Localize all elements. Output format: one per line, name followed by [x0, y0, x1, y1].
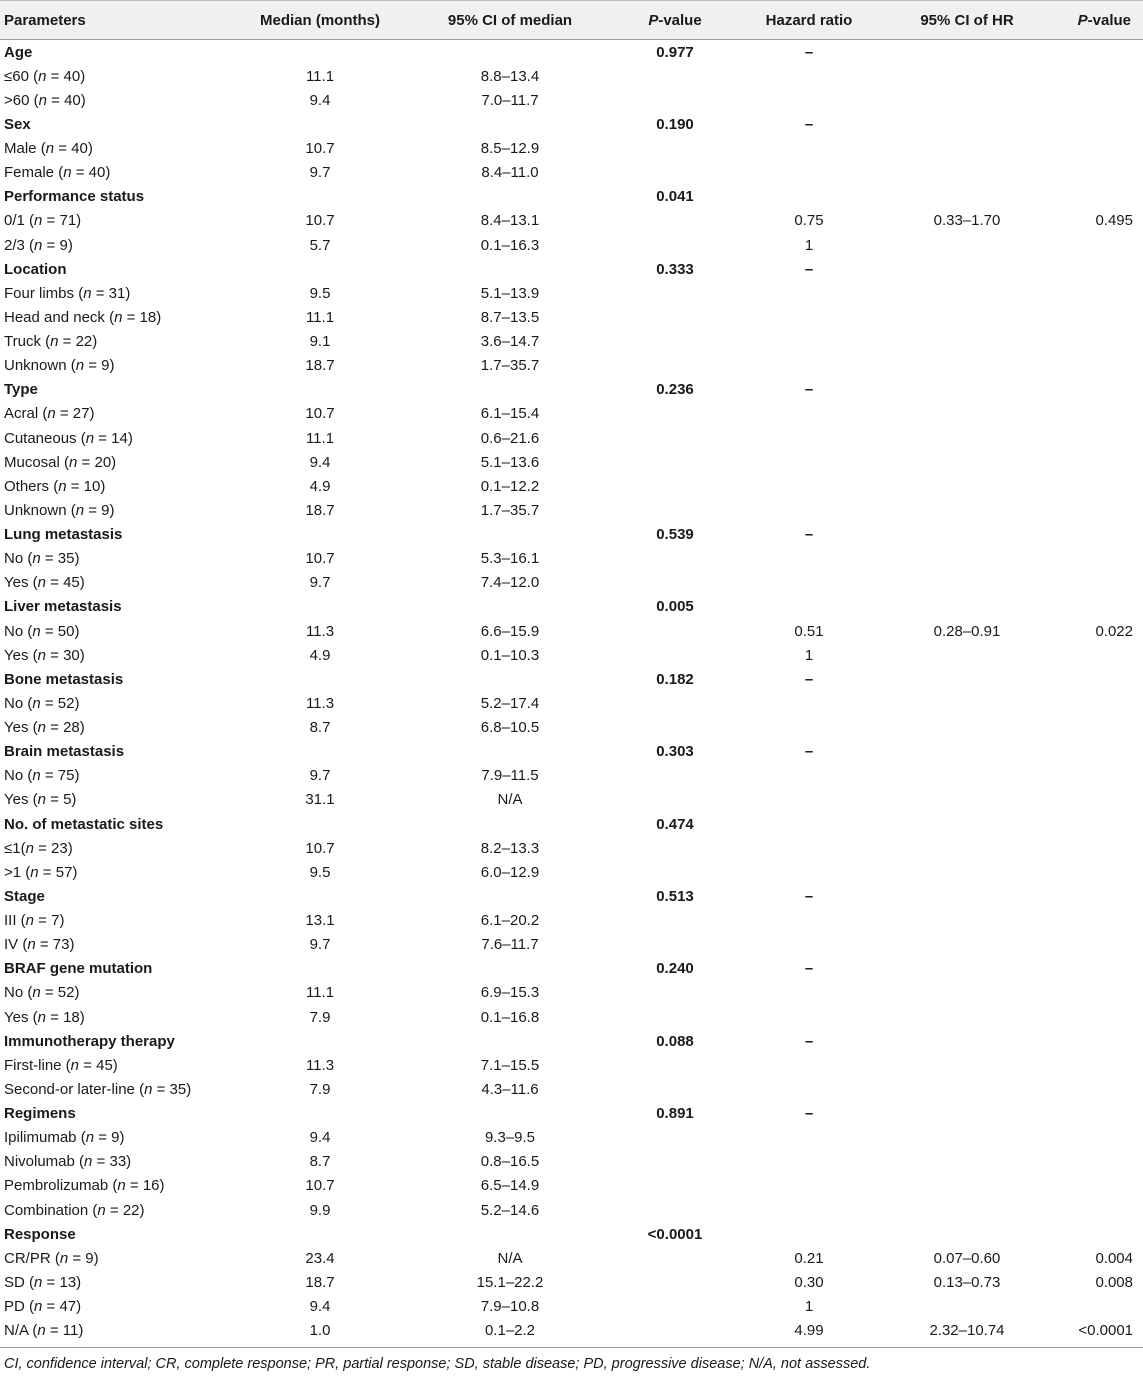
- row-ci-median: 8.4–13.1: [480, 212, 540, 230]
- row-hazard-ratio: –: [804, 381, 814, 399]
- table-row: [0, 1198, 1143, 1222]
- row-median: 9.7: [309, 574, 331, 592]
- row-median: 11.1: [305, 67, 335, 85]
- row-median: 10.7: [305, 1177, 335, 1195]
- row-median: 11.1: [305, 429, 335, 447]
- row-parameter: Head and neck (n = 18): [4, 308, 162, 326]
- row-p-value: 0.088: [656, 1032, 694, 1050]
- row-median: 9.5: [309, 863, 331, 881]
- row-median: 4.9: [309, 477, 331, 495]
- row-median: 10.7: [305, 839, 335, 857]
- table-row: [0, 281, 1143, 305]
- row-parameter: Cutaneous (n = 14): [4, 429, 133, 447]
- table-row: [0, 1005, 1143, 1029]
- row-parameter: Brain metastasis: [4, 743, 125, 761]
- row-p-value: 0.474: [656, 815, 694, 833]
- row-parameter: Second-or later-line (n = 35): [4, 1080, 192, 1098]
- row-median: 10.7: [305, 140, 335, 158]
- row-ci-median: 5.1–13.6: [480, 453, 540, 471]
- table-row: [0, 1126, 1143, 1150]
- row-ci-median: N/A: [497, 791, 523, 809]
- row-ci-median: 0.1–16.3: [480, 236, 540, 254]
- row-parameter: Mucosal (n = 20): [4, 453, 117, 471]
- row-parameter: Pembrolizumab (n = 16): [4, 1177, 165, 1195]
- row-ci-median: 3.6–14.7: [480, 333, 540, 351]
- row-ci-median: 8.2–13.3: [480, 839, 540, 857]
- table-row: [0, 1053, 1143, 1077]
- row-ci-median: 1.7–35.7: [480, 357, 540, 375]
- row-parameter: Combination (n = 22): [4, 1201, 145, 1219]
- row-parameter: Bone metastasis: [4, 670, 124, 688]
- row-parameter: Truck (n = 22): [4, 333, 98, 351]
- row-parameter: Male (n = 40): [4, 140, 93, 158]
- row-median: 11.3: [305, 622, 335, 640]
- row-parameter: Yes (n = 30): [4, 646, 85, 664]
- row-parameter: Female (n = 40): [4, 164, 111, 182]
- table-row: [0, 354, 1143, 378]
- row-hazard-ratio: –: [804, 260, 814, 278]
- table-group-row: [0, 185, 1143, 209]
- table-group-row: [0, 1102, 1143, 1126]
- row-parameter: Immunotherapy therapy: [4, 1032, 175, 1050]
- row-ci-median: 0.1–16.8: [480, 1008, 540, 1026]
- row-ci-median: 6.1–20.2: [480, 912, 540, 930]
- row-parameter: IV (n = 73): [4, 936, 75, 954]
- row-hazard-ratio: –: [804, 1105, 814, 1123]
- row-ci-median: 8.4–11.0: [481, 164, 539, 182]
- table-row: [0, 643, 1143, 667]
- row-median: 11.1: [305, 984, 335, 1002]
- row-ci-median: 6.1–15.4: [480, 405, 540, 423]
- table-row: [0, 691, 1143, 715]
- row-parameter: Yes (n = 45): [4, 574, 85, 592]
- table-group-row: [0, 523, 1143, 547]
- table-group-row: [0, 1029, 1143, 1053]
- table-row: [0, 88, 1143, 112]
- row-median: 1.0: [309, 1322, 331, 1340]
- row-ci-median: N/A: [497, 1249, 523, 1267]
- table-row: [0, 716, 1143, 740]
- row-median: 13.1: [305, 912, 335, 930]
- table-row: [0, 474, 1143, 498]
- row-p-value-hr: 0.495: [1095, 212, 1133, 230]
- row-parameter: ≤60 (n = 40): [4, 67, 86, 85]
- row-median: 9.4: [309, 91, 331, 109]
- row-parameter: Nivolumab (n = 33): [4, 1153, 132, 1171]
- table-row: [0, 547, 1143, 571]
- row-hazard-ratio: 1: [804, 236, 814, 254]
- table-group-row: [0, 884, 1143, 908]
- row-ci-median: 6.5–14.9: [480, 1177, 540, 1195]
- row-hazard-ratio: 1: [804, 646, 814, 664]
- row-parameter: SD (n = 13): [4, 1273, 82, 1291]
- row-parameter: PD (n = 47): [4, 1298, 82, 1316]
- row-hazard-ratio: –: [804, 115, 814, 133]
- row-parameter: Stage: [4, 887, 45, 905]
- row-ci-median: 0.1–10.3: [480, 646, 540, 664]
- row-ci-hr: 0.28–0.91: [933, 622, 1001, 640]
- row-p-value-hr: 0.022: [1095, 622, 1133, 640]
- row-parameter: Unknown (n = 9): [4, 501, 115, 519]
- row-parameter: No (n = 75): [4, 767, 80, 785]
- row-median: 9.7: [309, 936, 331, 954]
- row-ci-median: 6.0–12.9: [480, 863, 540, 881]
- row-median: 8.7: [309, 1153, 331, 1171]
- header-p-value-text: P-value: [648, 11, 702, 29]
- table-header: [0, 0, 1143, 40]
- row-parameter: Unknown (n = 9): [4, 357, 115, 375]
- table-group-row: [0, 957, 1143, 981]
- row-p-value: 0.240: [656, 960, 694, 978]
- row-ci-median: 0.6–21.6: [480, 429, 540, 447]
- table-row: [0, 305, 1143, 329]
- row-hazard-ratio: 0.21: [794, 1249, 824, 1267]
- row-parameter: Regimens: [4, 1105, 76, 1123]
- row-ci-median: 7.9–11.5: [481, 767, 539, 785]
- row-hazard-ratio: –: [804, 743, 814, 761]
- header-p-value-hr-text: P-value: [1077, 11, 1131, 29]
- row-hazard-ratio: –: [804, 670, 814, 688]
- row-p-value: 0.005: [656, 598, 694, 616]
- row-ci-median: 6.8–10.5: [480, 719, 540, 737]
- row-ci-median: 6.6–15.9: [480, 622, 540, 640]
- row-ci-median: 15.1–22.2: [476, 1273, 544, 1291]
- row-parameter: CR/PR (n = 9): [4, 1249, 99, 1267]
- row-p-value-hr: <0.0001: [1078, 1322, 1133, 1340]
- header-median: Median (months): [260, 11, 380, 29]
- row-hazard-ratio: 1: [804, 1298, 814, 1316]
- row-parameter: No (n = 52): [4, 694, 80, 712]
- row-median: 23.4: [305, 1249, 335, 1267]
- table-group-row: [0, 667, 1143, 691]
- row-ci-median: 1.7–35.7: [480, 501, 540, 519]
- header-hazard-ratio: Hazard ratio: [765, 11, 853, 29]
- row-median: 11.1: [305, 308, 335, 326]
- row-parameter: Location: [4, 260, 67, 278]
- row-parameter: No (n = 35): [4, 550, 80, 568]
- row-p-value: 0.977: [656, 43, 694, 61]
- row-parameter: Liver metastasis: [4, 598, 122, 616]
- row-median: 10.7: [305, 405, 335, 423]
- table-row: [0, 764, 1143, 788]
- row-ci-median: 6.9–15.3: [480, 984, 540, 1002]
- row-ci-hr: 0.33–1.70: [933, 212, 1001, 230]
- table-row: [0, 909, 1143, 933]
- row-hazard-ratio: –: [804, 43, 814, 61]
- row-median: 11.3: [305, 694, 335, 712]
- table-group-row: [0, 378, 1143, 402]
- row-parameter: Age: [4, 43, 33, 61]
- row-ci-median: 7.6–11.7: [481, 936, 539, 954]
- row-ci-median: 0.1–2.2: [484, 1322, 536, 1340]
- row-parameter: 0/1 (n = 71): [4, 212, 82, 230]
- row-p-value: 0.236: [656, 381, 694, 399]
- header-ci-median: 95% CI of median: [447, 11, 573, 29]
- header-parameters: Parameters: [4, 11, 86, 29]
- row-hazard-ratio: –: [804, 960, 814, 978]
- row-p-value: 0.513: [656, 887, 694, 905]
- row-median: 4.9: [309, 646, 331, 664]
- row-parameter: Type: [4, 381, 38, 399]
- table-group-row: [0, 812, 1143, 836]
- row-parameter: No (n = 52): [4, 984, 80, 1002]
- table-group-row: [0, 740, 1143, 764]
- row-parameter: III (n = 7): [4, 912, 65, 930]
- row-ci-median: 5.2–17.4: [480, 694, 540, 712]
- row-median: 9.4: [309, 1298, 331, 1316]
- row-median: 11.3: [305, 1056, 335, 1074]
- row-parameter: Lung metastasis: [4, 526, 123, 544]
- row-median: 18.7: [305, 501, 335, 519]
- row-hazard-ratio: –: [804, 1032, 814, 1050]
- table-row: [0, 1319, 1143, 1343]
- row-median: 7.9: [309, 1080, 331, 1098]
- row-hazard-ratio: 4.99: [794, 1322, 824, 1340]
- row-p-value: <0.0001: [647, 1225, 703, 1243]
- row-ci-median: 8.5–12.9: [480, 140, 540, 158]
- row-ci-median: 5.1–13.9: [480, 284, 540, 302]
- row-ci-median: 5.3–16.1: [480, 550, 540, 568]
- row-p-value: 0.182: [656, 670, 694, 688]
- row-median: 9.9: [309, 1201, 331, 1219]
- row-parameter: BRAF gene mutation: [4, 960, 153, 978]
- row-hazard-ratio: –: [804, 887, 814, 905]
- row-ci-hr: 0.07–0.60: [933, 1249, 1001, 1267]
- row-p-value: 0.891: [656, 1105, 694, 1123]
- table-footnote: CI, confidence interval; CR, complete response; PR, partial response; SD, stable disease; PD, progressive disease; N/A, not assessed.: [4, 1355, 871, 1372]
- table-group-row: [0, 595, 1143, 619]
- row-hazard-ratio: 0.30: [794, 1273, 824, 1291]
- row-p-value: 0.539: [656, 526, 694, 544]
- table-row: [0, 1246, 1143, 1270]
- table-group-row: [0, 257, 1143, 281]
- table-row: [0, 1270, 1143, 1294]
- row-p-value-hr: 0.008: [1095, 1273, 1133, 1291]
- row-parameter: Yes (n = 18): [4, 1008, 85, 1026]
- table-group-row: [0, 1222, 1143, 1246]
- row-parameter: N/A (n = 11): [4, 1322, 84, 1340]
- table-row: [0, 498, 1143, 522]
- row-parameter: Sex: [4, 115, 31, 133]
- row-parameter: Performance status: [4, 188, 145, 206]
- row-median: 9.7: [309, 164, 331, 182]
- row-parameter: Yes (n = 28): [4, 719, 85, 737]
- row-p-value: 0.041: [656, 188, 694, 206]
- row-ci-median: 7.4–12.0: [480, 574, 540, 592]
- row-p-value: 0.303: [656, 743, 694, 761]
- table-row: [0, 64, 1143, 88]
- row-parameter: Acral (n = 27): [4, 405, 95, 423]
- table-row: [0, 209, 1143, 233]
- row-hazard-ratio: –: [804, 526, 814, 544]
- row-ci-median: 9.3–9.5: [484, 1129, 536, 1147]
- row-parameter: ≤1(n = 23): [4, 839, 73, 857]
- header-ci-hr: 95% CI of HR: [920, 11, 1014, 29]
- row-parameter: Response: [4, 1225, 76, 1243]
- table-row: [0, 860, 1143, 884]
- table-group-row: [0, 112, 1143, 136]
- table-row: [0, 981, 1143, 1005]
- table-row: [0, 933, 1143, 957]
- table-row: [0, 571, 1143, 595]
- row-parameter: Others (n = 10): [4, 477, 106, 495]
- table-row: [0, 450, 1143, 474]
- row-ci-median: 8.7–13.5: [480, 308, 540, 326]
- row-ci-median: 0.8–16.5: [480, 1153, 540, 1171]
- table-row: [0, 426, 1143, 450]
- table-row: [0, 330, 1143, 354]
- row-parameter: No (n = 50): [4, 622, 80, 640]
- row-parameter: 2/3 (n = 9): [4, 236, 73, 254]
- row-ci-median: 7.1–15.5: [480, 1056, 540, 1074]
- table-row: [0, 1174, 1143, 1198]
- row-median: 31.1: [305, 791, 335, 809]
- row-median: 9.4: [309, 1129, 331, 1147]
- row-p-value-hr: 0.004: [1095, 1249, 1133, 1267]
- header-p-value-hr: [1046, 12, 1143, 29]
- row-median: 5.7: [309, 236, 331, 254]
- row-p-value: 0.190: [656, 115, 694, 133]
- row-median: 9.7: [309, 767, 331, 785]
- table-row: [0, 836, 1143, 860]
- table-body: [0, 40, 1143, 1343]
- table-group-row: [0, 40, 1143, 64]
- row-ci-median: 8.8–13.4: [480, 67, 540, 85]
- row-ci-hr: 2.32–10.74: [929, 1322, 1005, 1340]
- row-parameter: Ipilimumab (n = 9): [4, 1129, 125, 1147]
- table-row: [0, 788, 1143, 812]
- table-row: [0, 1077, 1143, 1101]
- row-median: 9.4: [309, 453, 331, 471]
- row-ci-median: 5.2–14.6: [480, 1201, 540, 1219]
- row-parameter: Yes (n = 5): [4, 791, 77, 809]
- header-p-value: [620, 12, 730, 29]
- table-row: [0, 619, 1143, 643]
- row-median: 10.7: [305, 550, 335, 568]
- row-ci-hr: 0.13–0.73: [933, 1273, 1001, 1291]
- row-parameter: Four limbs (n = 31): [4, 284, 131, 302]
- row-median: 18.7: [305, 357, 335, 375]
- table-row: [0, 402, 1143, 426]
- table-row: [0, 1295, 1143, 1319]
- row-median: 10.7: [305, 212, 335, 230]
- row-p-value: 0.333: [656, 260, 694, 278]
- row-median: 8.7: [309, 719, 331, 737]
- row-hazard-ratio: 0.51: [794, 622, 824, 640]
- row-ci-median: 4.3–11.6: [481, 1080, 539, 1098]
- table-row: [0, 233, 1143, 257]
- table-row: [0, 137, 1143, 161]
- row-parameter: >60 (n = 40): [4, 91, 86, 109]
- row-hazard-ratio: 0.75: [794, 212, 824, 230]
- row-parameter: No. of metastatic sites: [4, 815, 164, 833]
- row-parameter: >1 (n = 57): [4, 863, 78, 881]
- row-ci-median: 7.0–11.7: [481, 91, 539, 109]
- row-median: 9.5: [309, 284, 331, 302]
- row-ci-median: 0.1–12.2: [480, 477, 540, 495]
- row-parameter: First-line (n = 45): [4, 1056, 118, 1074]
- row-ci-median: 7.9–10.8: [480, 1298, 540, 1316]
- row-median: 7.9: [309, 1008, 331, 1026]
- row-median: 9.1: [309, 333, 331, 351]
- table-row: [0, 161, 1143, 185]
- row-median: 18.7: [305, 1273, 335, 1291]
- table-row: [0, 1150, 1143, 1174]
